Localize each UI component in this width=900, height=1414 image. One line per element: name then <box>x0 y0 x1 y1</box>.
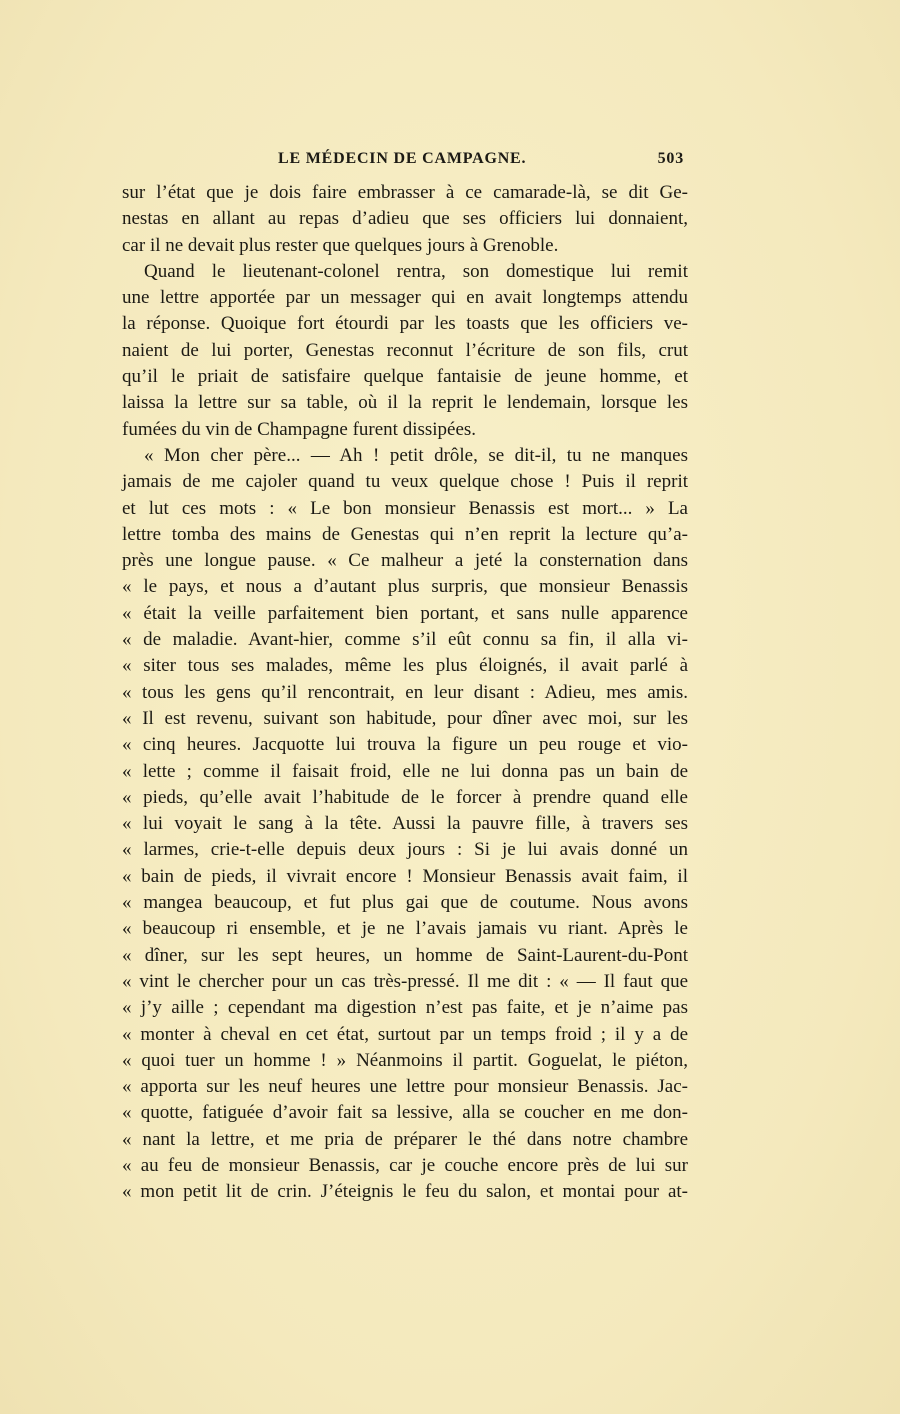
text-line-content: sur l’état que je dois faire embrasser à ce camarade-là, se dit Ge- <box>122 182 688 203</box>
text-line <box>122 233 688 259</box>
text-line <box>122 627 688 653</box>
text-line <box>122 1048 688 1074</box>
text-line <box>122 443 688 469</box>
text-line-content: « mangea beaucoup, et fut plus gai que de coutume. Nous avons <box>122 892 688 914</box>
text-line-content: naient de lui porter, Genestas reconnut l’écriture de son fils, crut <box>122 339 688 361</box>
text-line <box>122 496 688 522</box>
text-line-content: « pieds, qu’elle avait l’habitude de le forcer à prendre quand elle <box>122 786 688 808</box>
text-line-content: « nant la lettre, et me pria de préparer le thé dans notre chambre <box>122 1128 688 1150</box>
text-line-content: « apporta sur les neuf heures une lettre pour monsieur Benassis. Jac- <box>122 1076 688 1098</box>
text-line-content: « tous les gens qu’il rencontrait, en leur disant : Adieu, mes amis. <box>122 681 688 703</box>
text-line <box>122 837 688 863</box>
text-line-content: « quotte, fatiguée d’avoir fait sa lessive, alla se coucher en me don- <box>122 1102 688 1124</box>
text-line <box>122 522 688 548</box>
text-line-content: « de maladie. Avant-hier, comme s’il eût connu sa fin, il alla vi- <box>122 629 688 651</box>
text-line-content: fumées du vin de Champagne furent dissipées. <box>122 418 477 440</box>
text-line <box>122 1127 688 1153</box>
text-line <box>122 890 688 916</box>
text-line-content: lettre tomba des mains de Genestas qui n’en reprit la lecture qu’a- <box>122 523 688 545</box>
text-line-content: la réponse. Quoique fort étourdi par les toasts que les officiers ve- <box>122 313 688 335</box>
text-line <box>122 259 688 285</box>
text-line <box>122 732 688 758</box>
text-line <box>122 969 688 995</box>
text-line-content: nestas en allant au repas d’adieu que ses officiers lui donnaient, <box>122 208 688 230</box>
text-line <box>122 1179 688 1205</box>
text-line <box>122 680 688 706</box>
text-line-content: jamais de me cajoler quand tu veux quelque chose ! Puis il reprit <box>122 471 688 493</box>
text-line <box>122 943 688 969</box>
body-text <box>122 180 688 1206</box>
text-line-content: « siter tous ses malades, même les plus éloignés, il avait parlé à <box>122 655 688 677</box>
text-line <box>122 1100 688 1126</box>
running-title: LE MÉDECIN DE CAMPAGNE. <box>278 150 527 167</box>
text-line-content: « Il est revenu, suivant son habitude, pour dîner avec moi, sur les <box>122 707 688 729</box>
text-line <box>122 785 688 811</box>
text-line-content: « quoi tuer un homme ! » Néanmoins il partit. Goguelat, le piéton, <box>122 1049 688 1071</box>
text-line-content: et lut ces mots : « Le bon monsieur Benassis est mort... » La <box>122 497 688 519</box>
text-line-content: Quand le lieutenant-colonel rentra, son domestique lui remit <box>144 260 688 282</box>
text-line-content: qu’il le priait de satisfaire quelque fantaisie de jeune homme, et <box>122 366 688 388</box>
text-line <box>122 469 688 495</box>
text-line <box>122 338 688 364</box>
text-line <box>122 180 688 206</box>
text-line-content: « j’y aille ; cependant ma digestion n’est pas faite, et je n’aime pas <box>122 997 688 1019</box>
text-line <box>122 653 688 679</box>
text-line <box>122 1074 688 1100</box>
text-line-content: « au feu de monsieur Benassis, car je couche encore près de lui sur <box>122 1154 688 1176</box>
text-line-content: « mon petit lit de crin. J’éteignis le feu du salon, et montai pour at- <box>122 1181 688 1203</box>
text-line <box>122 285 688 311</box>
text-line-content: « beaucoup ri ensemble, et je ne l’avais jamais vu riant. Après le <box>122 918 688 940</box>
text-line <box>122 390 688 416</box>
page-number: 503 <box>657 150 684 167</box>
text-line-content: « était la veille parfaitement bien portant, et sans nulle apparence <box>122 602 688 624</box>
text-line <box>122 417 688 443</box>
text-line-content: « lette ; comme il faisait froid, elle ne lui donna pas un bain de <box>122 760 688 782</box>
text-line <box>122 706 688 732</box>
text-line <box>122 601 688 627</box>
text-line-content: « bain de pieds, il vivrait encore ! Monsieur Benassis avait faim, il <box>122 865 688 887</box>
text-line-content: « larmes, crie-t-elle depuis deux jours : Si je lui avais donné un <box>122 839 688 861</box>
text-line <box>122 364 688 390</box>
text-line <box>122 811 688 837</box>
text-line <box>122 995 688 1021</box>
text-line-content: près une longue pause. « Ce malheur a jeté la consternation dans <box>122 550 688 572</box>
text-line-content: laissa la lettre sur sa table, où il la reprit le lendemain, lorsque les <box>122 392 688 414</box>
text-line <box>122 574 688 600</box>
page-header <box>122 150 688 174</box>
text-line-content: « lui voyait le sang à la tête. Aussi la pauvre fille, à travers ses <box>122 813 688 835</box>
text-line-content: « vint le chercher pour un cas très-pressé. Il me dit : « — Il faut que <box>122 970 688 992</box>
text-line-content: « monter à cheval en cet état, surtout par un temps froid ; il y a de <box>122 1023 688 1045</box>
text-line-content: « le pays, et nous a d’autant plus surpris, que monsieur Benassis <box>122 576 688 598</box>
text-line <box>122 1022 688 1048</box>
text-line-content: « Mon cher père... — Ah ! petit drôle, se dit-il, tu ne manques <box>144 444 688 466</box>
text-line-content: « dîner, sur les sept heures, un homme de Saint-Laurent-du-Pont <box>122 944 688 966</box>
text-line <box>122 548 688 574</box>
text-line-content: une lettre apportée par un messager qui en avait longtemps attendu <box>122 287 688 309</box>
text-line <box>122 311 688 337</box>
text-line <box>122 206 688 232</box>
text-line <box>122 759 688 785</box>
text-line <box>122 916 688 942</box>
text-line <box>122 864 688 890</box>
text-line <box>122 1153 688 1179</box>
text-line-content: « cinq heures. Jacquotte lui trouva la figure un peu rouge et vio- <box>122 734 688 756</box>
text-line-content: car il ne devait plus rester que quelques jours à Grenoble. <box>122 234 559 256</box>
